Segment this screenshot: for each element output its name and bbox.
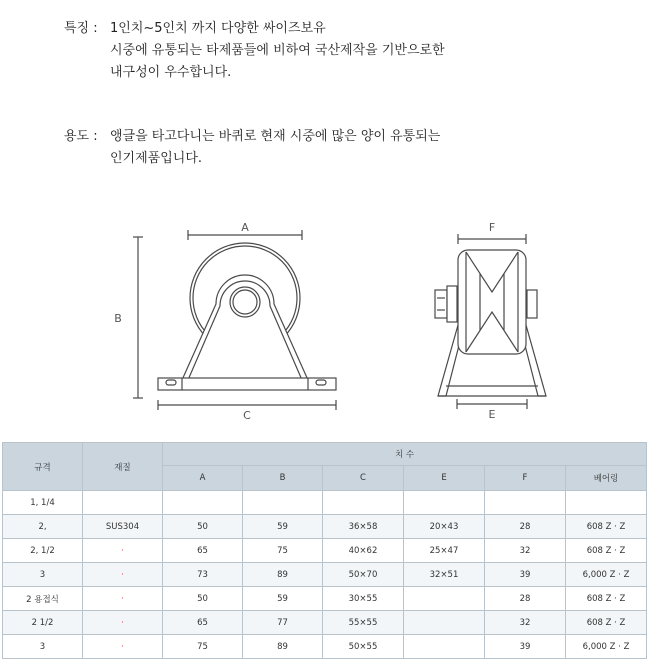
table-row: [3, 515, 647, 539]
features-line-3: 내구성이 우수합니다.: [110, 65, 232, 80]
table-row: [3, 539, 647, 563]
features-line-2: 시중에 유통되는 타제품들에 비하여 국산제작을 기반으로한: [110, 43, 445, 58]
table-cell: 50×70: [323, 563, 404, 587]
table-cell: 32×51: [404, 563, 485, 587]
usage-line-2: 인기제품입니다.: [110, 151, 203, 166]
table-cell: ·: [83, 635, 163, 659]
table-cell: 20×43: [404, 515, 485, 539]
table-cell: 39: [485, 635, 566, 659]
dim-label-a: A: [241, 221, 249, 234]
table-cell: 6,000 Z · Z: [566, 563, 647, 587]
table-cell: ·: [83, 539, 163, 563]
header-col-c: C: [323, 466, 404, 491]
table-cell: 3: [3, 563, 83, 587]
table-cell: 75: [163, 635, 243, 659]
table-cell: [566, 491, 647, 515]
table-row: [3, 563, 647, 587]
table-cell: [163, 491, 243, 515]
table-cell: 40×62: [323, 539, 404, 563]
table-cell: SUS304: [83, 515, 163, 539]
table-row: [3, 635, 647, 659]
dim-label-b: B: [114, 312, 122, 325]
header-col-e: E: [404, 466, 485, 491]
table-cell: 55×55: [323, 611, 404, 635]
spec-table: [2, 442, 647, 659]
table-cell: ·: [83, 587, 163, 611]
dim-label-e: E: [488, 408, 496, 421]
table-cell: 608 Z · Z: [566, 587, 647, 611]
table-cell: 608 Z · Z: [566, 539, 647, 563]
dim-label-c: C: [243, 409, 251, 422]
spec-table-wrapper: [2, 442, 646, 659]
table-cell: 30×55: [323, 587, 404, 611]
table-cell: 50: [163, 515, 243, 539]
table-cell: ·: [83, 611, 163, 635]
dim-label-f: F: [488, 221, 496, 234]
table-cell: 28: [485, 515, 566, 539]
table-cell: 89: [243, 635, 323, 659]
table-cell: 73: [163, 563, 243, 587]
table-cell: 2,: [3, 515, 83, 539]
table-cell: 28: [485, 587, 566, 611]
header-material: 재질: [83, 443, 163, 491]
table-cell: [404, 611, 485, 635]
table-cell: 59: [243, 515, 323, 539]
usage-line-1: 앵글을 타고다니는 바퀴로 현재 시중에 많은 양이 유통되는: [110, 129, 441, 144]
table-cell: 25×47: [404, 539, 485, 563]
header-col-a: A: [163, 466, 243, 491]
header-size: 규격: [3, 443, 83, 491]
header-dimensions: 치 수: [163, 443, 647, 466]
table-cell: [243, 491, 323, 515]
features-line-1: 1인치~5인치 까지 다양한 싸이즈보유: [110, 21, 326, 36]
table-cell: 32: [485, 539, 566, 563]
table-cell: 32: [485, 611, 566, 635]
table-cell: [404, 491, 485, 515]
table-cell: 77: [243, 611, 323, 635]
table-cell: 65: [163, 539, 243, 563]
table-cell: [83, 491, 163, 515]
front-view: [133, 230, 336, 410]
table-cell: 65: [163, 611, 243, 635]
table-cell: [404, 635, 485, 659]
table-cell: 59: [243, 587, 323, 611]
table-cell: 608 Z · Z: [566, 515, 647, 539]
usage-label: 용도 :: [64, 129, 98, 144]
header-col-b: B: [243, 466, 323, 491]
spec-table-body: [3, 491, 647, 659]
table-row: [3, 611, 647, 635]
header-col-bearing: 베어링: [566, 466, 647, 491]
side-view: [435, 234, 546, 409]
table-cell: 2 용접식: [3, 587, 83, 611]
table-cell: 2 1/2: [3, 611, 83, 635]
table-cell: 608 Z · Z: [566, 611, 647, 635]
table-cell: [323, 491, 404, 515]
table-row: [3, 587, 647, 611]
table-cell: 89: [243, 563, 323, 587]
table-cell: 3: [3, 635, 83, 659]
table-cell: [404, 587, 485, 611]
header-col-f: F: [485, 466, 566, 491]
table-cell: 50: [163, 587, 243, 611]
table-cell: ·: [83, 563, 163, 587]
table-row: [3, 491, 647, 515]
table-cell: 36×58: [323, 515, 404, 539]
table-cell: 50×55: [323, 635, 404, 659]
table-cell: 75: [243, 539, 323, 563]
table-cell: 1, 1/4: [3, 491, 83, 515]
features-label: 특징 :: [64, 21, 98, 36]
table-cell: 6,000 Z · Z: [566, 635, 647, 659]
table-cell: 2, 1/2: [3, 539, 83, 563]
table-cell: 39: [485, 563, 566, 587]
table-cell: [485, 491, 566, 515]
